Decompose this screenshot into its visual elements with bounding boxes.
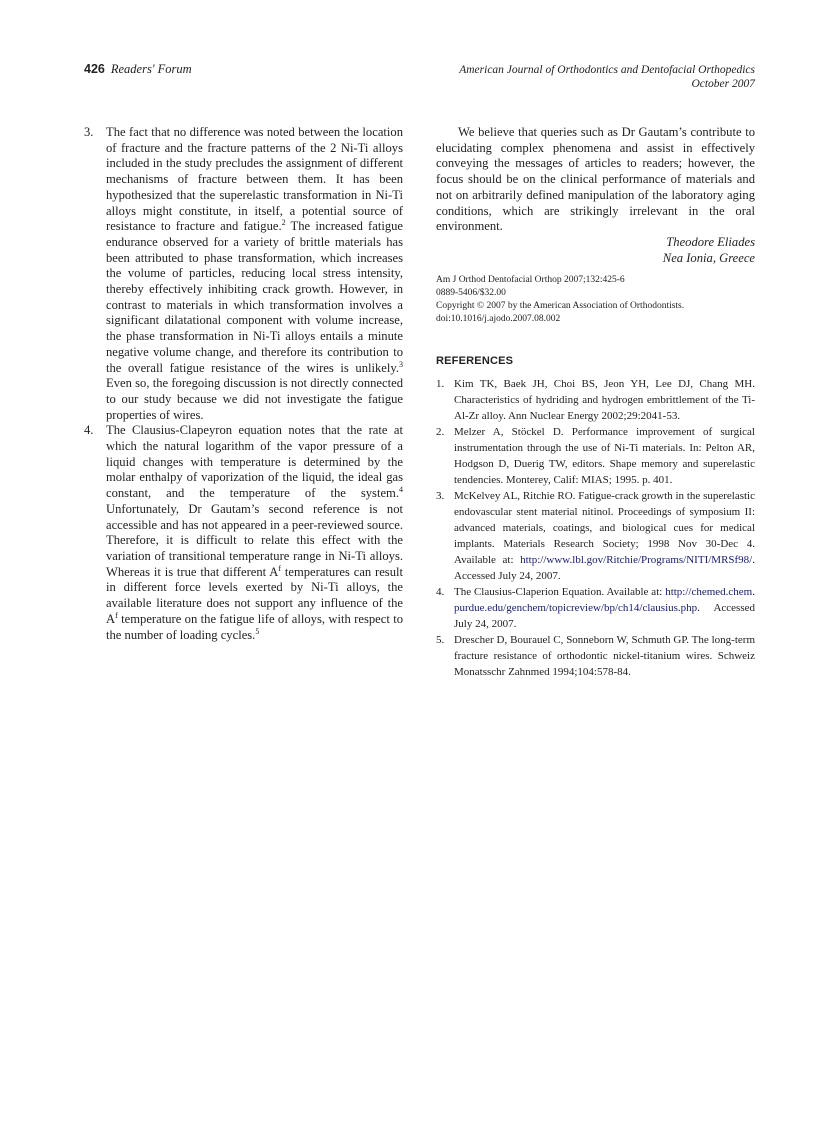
reference-tail: . Accessed July 24, 2007. bbox=[454, 602, 755, 631]
citation: Am J Orthod Dentofacial Orthop 2007;132:425-6 bbox=[436, 275, 625, 286]
journal-title: American Journal of Orthodontics and Dentofacial Orthopedics bbox=[459, 64, 755, 76]
superscript: 3 bbox=[399, 359, 403, 369]
point-text bbox=[106, 423, 403, 643]
text-segment: The Clausius-Clapeyron equation notes that the rate at which the natural logarithm of the vapor pressure of a liquid changes with temperature is determined by the molar enthalpy of vaporization of the liquid, the ideal gas constant, and the temperature of the system. bbox=[106, 423, 403, 501]
reference-link[interactable]: http://www.lbl.gov/Ritchie/Programs/NITI/MRSf98/ bbox=[520, 554, 753, 567]
reference-body: Melzer A, Stöckel D. Performance improvement of surgical instrumentation through the use of Ni-Ti materials. In: Pelton AR, Hodgson D, Duerig TW, editors. Shape memory and superelastic tendencies. Monterey, Calif: MIAS; 1995. p. 401. bbox=[454, 426, 755, 487]
references-heading: REFERENCES bbox=[436, 355, 514, 368]
author-location: Nea Ionia, Greece bbox=[662, 250, 755, 265]
reference-item bbox=[436, 424, 755, 488]
text-segment: The fact that no difference was noted between the location of fracture and the fracture patterns of the 2 Ni-Ti alloys included in the study precludes the assignment of different mechanisms of fracture between them. It has been hypothesized that the superelastic transformation in Ni-Ti alloys might constitute, in itself, a potential source of resistance to fracture and fatigue. bbox=[106, 125, 403, 234]
reference-text bbox=[454, 584, 755, 632]
reference-link[interactable]: http://chemed.chem.purdue.edu/genchem/topicreview/bp/ch14/clausius.php bbox=[454, 586, 755, 615]
text-segment: Unfortunately, Dr Gautam’s second reference is not accessible and has not appeared in a peer-reviewed source. Therefore, it is difficult to relate this effect with the variation of transitional temperature range in Ni-Ti alloys. Whereas it is true that different A bbox=[106, 501, 403, 579]
reference-item bbox=[436, 488, 755, 584]
closing-paragraph: We believe that queries such as Dr Gautam’s contribute to elucidating complex phenomena and assist in effectively conveying the messages of articles to readers; however, the focus should be on the clinical performance of materials and not on arbitrarily defined manipulation of the laboratory aging conditions, which are strikingly irrelevant in the oral environment. bbox=[436, 125, 755, 234]
section-title: Readers' Forum bbox=[110, 62, 192, 76]
numbered-point bbox=[84, 423, 403, 643]
point-text bbox=[106, 125, 403, 423]
issue-date: October 2007 bbox=[691, 78, 755, 90]
point-number: 4. bbox=[84, 423, 94, 438]
author-name: Theodore Eliades bbox=[666, 234, 755, 249]
reference-number: 3. bbox=[436, 490, 445, 503]
doi: doi:10.1016/j.ajodo.2007.08.002 bbox=[436, 314, 561, 325]
superscript: 4 bbox=[399, 485, 403, 495]
reference-list bbox=[436, 376, 755, 680]
text-segment: temperatures can result in different force levels exerted by Ni-Ti alloys, the available literature does not support any influence of the A bbox=[106, 564, 404, 626]
left-column bbox=[84, 125, 403, 643]
reference-item bbox=[436, 584, 755, 632]
reference-item bbox=[436, 632, 755, 680]
text-segment: Even so, the foregoing discussion is not directly connected to our study because we did not investigate the fatigue properties of wires. bbox=[106, 376, 403, 422]
reference-number: 5. bbox=[436, 634, 445, 647]
reference-item bbox=[436, 376, 755, 424]
reference-tail: . Accessed July 24, 2007. bbox=[454, 554, 755, 583]
reference-text bbox=[454, 632, 755, 680]
issn: 0889-5406/$32.00 bbox=[436, 288, 506, 299]
reference-body: McKelvey AL, Ritchie RO. Fatigue-crack growth in the superelastic endovascular stent material nitinol. Proceedings of symposium II: advanced materials, coatings, and biological cues for medical implants. Materials Research Society; 1998 Nov 30-Dec 4. Available at: bbox=[454, 490, 755, 567]
running-header-right bbox=[459, 63, 755, 91]
superscript: f bbox=[115, 610, 118, 620]
right-column bbox=[436, 125, 755, 680]
superscript: 5 bbox=[255, 626, 260, 636]
page-number: 426 bbox=[84, 62, 105, 76]
superscript: f bbox=[278, 563, 282, 573]
reference-text bbox=[454, 424, 755, 488]
numbered-point bbox=[84, 125, 403, 423]
reference-text bbox=[454, 376, 755, 424]
reference-text bbox=[454, 488, 755, 584]
reference-number: 2. bbox=[436, 426, 445, 439]
reference-body: Drescher D, Bourauel C, Sonneborn W, Schmuth GP. The long-term fracture resistance of orthodontic nickel-titanium wires. Schweiz Monatsschr Zahnmed 1994;104:578-84. bbox=[454, 634, 755, 679]
text-segment: The increased fatigue endurance observed for a variety of brittle materials has been attributed to phase transformation, which increases the volume of particles, reducing local stress intensity, thereby effectively inhibiting crack growth. However, in contrast to materials in which transformation involves a significant dilatational component with volume increase, the phase transformation in Ni-Ti alloys entails a minute negative volume change, and therefore its contribution to the overall fatigue resistance of the wires is unlikely. bbox=[106, 219, 404, 375]
reference-body: The Clausius-Claperion Equation. Available at: bbox=[454, 586, 666, 599]
superscript: 2 bbox=[281, 218, 286, 228]
copyright: Copyright © 2007 by the American Association of Orthodontists. bbox=[436, 301, 685, 312]
article-metadata bbox=[436, 274, 755, 326]
point-number: 3. bbox=[84, 125, 94, 139]
text-segment: temperature on the fatigue life of alloys, with respect to the number of loading cycles. bbox=[106, 611, 403, 642]
reference-body: Kim TK, Baek JH, Choi BS, Jeon YH, Lee DJ, Chang MH. Characteristics of hydriding and hydrogen embrittlement of the Ti-Al-Zr alloy. Ann Nuclear Energy 2002;29:2041-53. bbox=[454, 378, 755, 423]
reference-number: 4. bbox=[436, 586, 445, 599]
reference-number: 1. bbox=[436, 378, 445, 391]
running-header-left bbox=[84, 62, 192, 77]
